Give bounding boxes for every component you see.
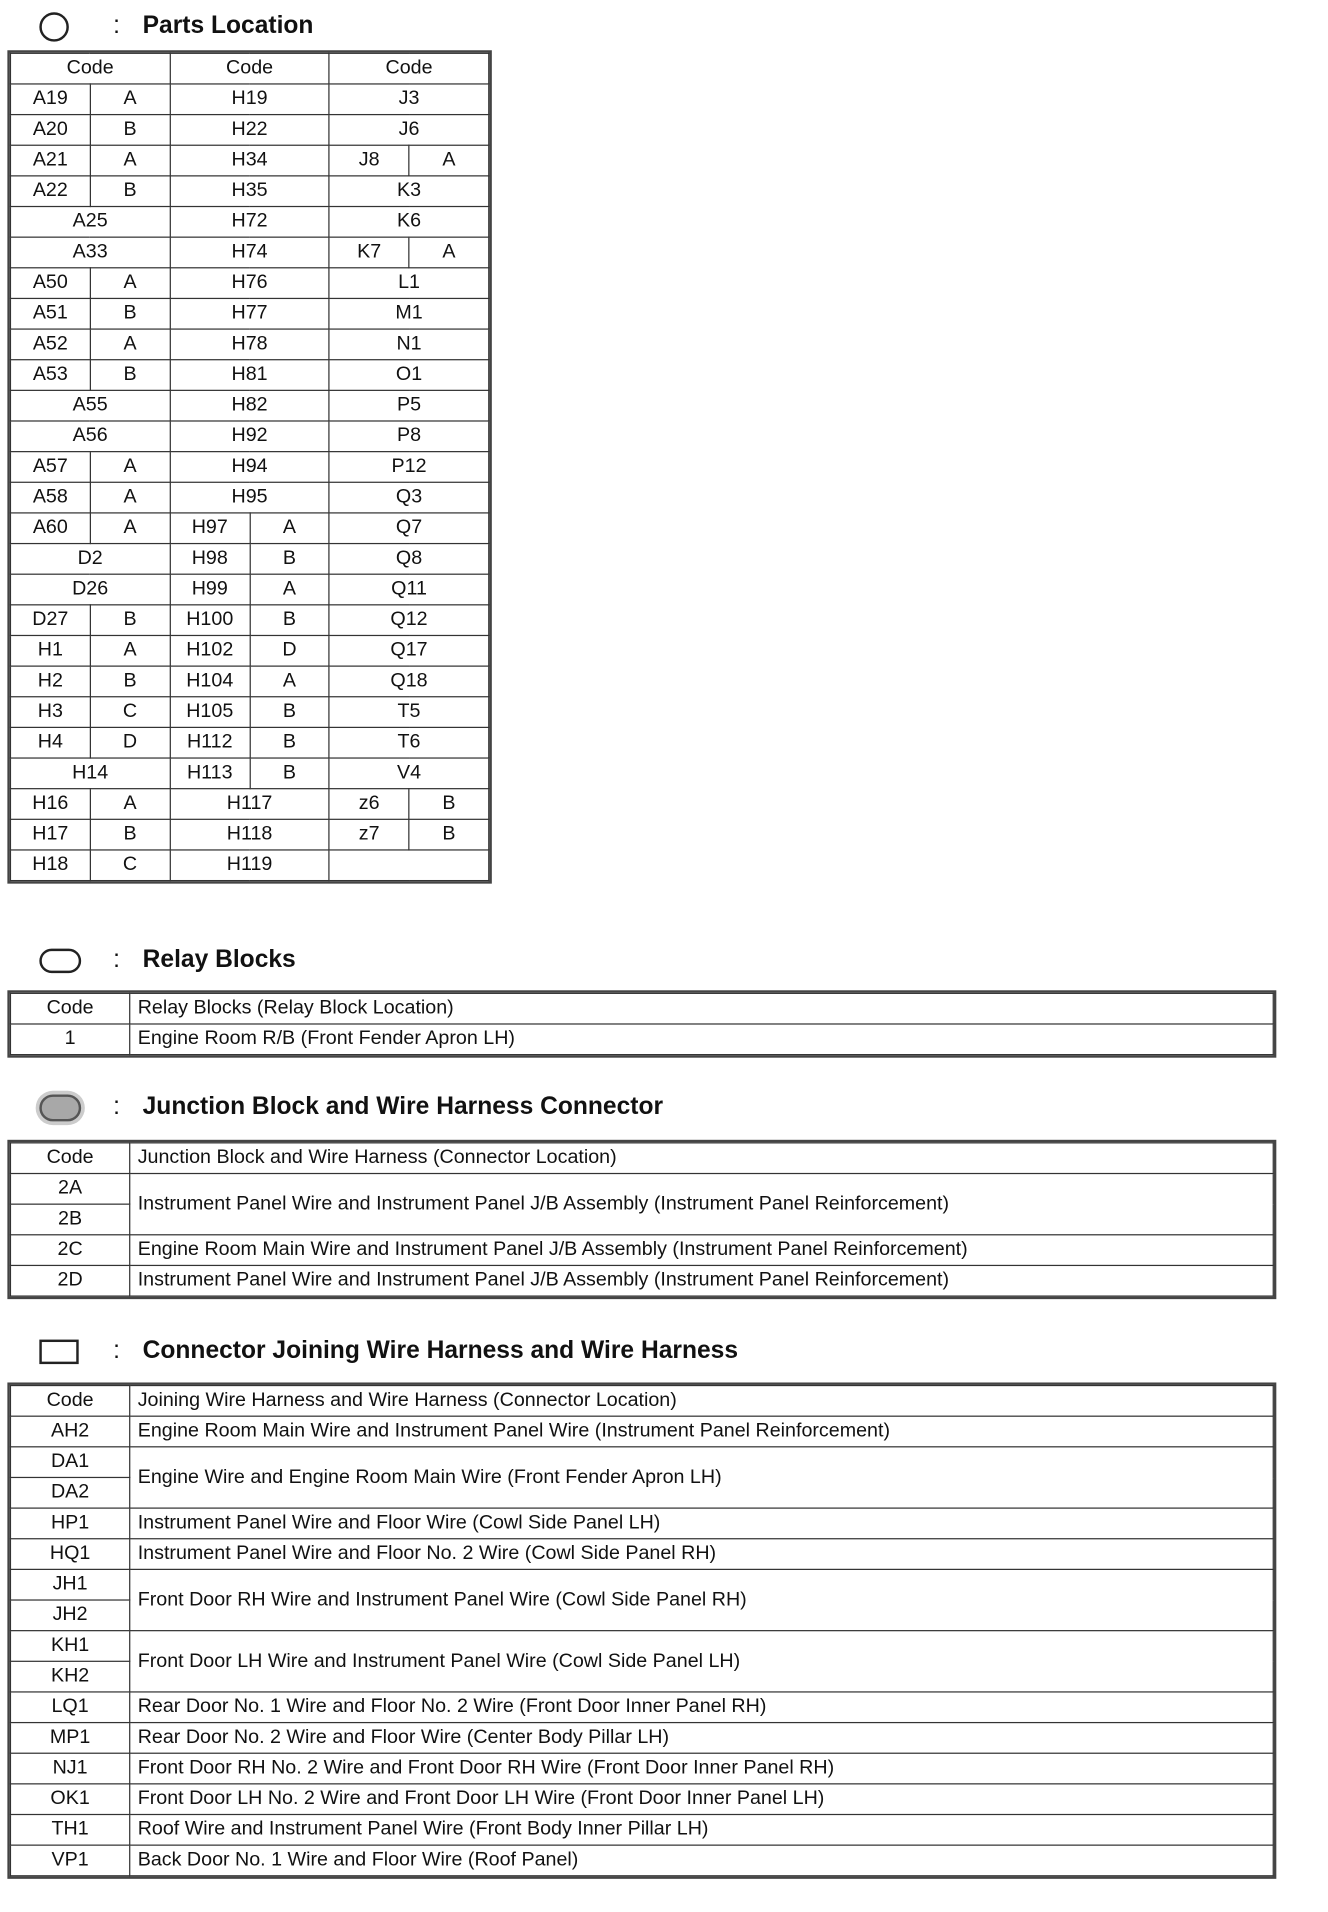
- connector-location: Engine Wire and Engine Room Main Wire (Front Fender Apron LH): [130, 1447, 1274, 1508]
- part-code: O1: [329, 360, 488, 391]
- part-code: A56: [10, 421, 169, 452]
- table-row: [10, 1723, 1273, 1754]
- junction-blocks-heading: [0, 1091, 984, 1128]
- part-code: M1: [329, 298, 488, 329]
- connector-code: MP1: [10, 1723, 129, 1754]
- connector-code: HQ1: [10, 1539, 129, 1570]
- table-row: [10, 237, 488, 268]
- code-header: Code: [10, 1386, 129, 1417]
- table-row: [10, 819, 488, 850]
- part-code: H22: [170, 115, 329, 146]
- gray-oval-icon: [39, 1094, 81, 1121]
- part-code: A58: [10, 482, 90, 513]
- part-code: Q11: [329, 574, 488, 605]
- heading-colon: :: [113, 12, 120, 40]
- connector-variant: C: [90, 850, 170, 881]
- parts-location-heading: [0, 10, 984, 47]
- table-row: [10, 1539, 1273, 1570]
- table-row: [10, 1631, 1273, 1662]
- connector-variant: B: [90, 666, 170, 697]
- table-row: [10, 268, 488, 299]
- part-code: A25: [10, 207, 169, 238]
- part-code: H119: [170, 850, 329, 881]
- connector-variant: B: [250, 605, 330, 636]
- joining-connectors-table: [10, 1385, 1274, 1876]
- connector-location: Rear Door No. 1 Wire and Floor No. 2 Wire (Front Door Inner Panel RH): [130, 1692, 1274, 1723]
- connector-code: AH2: [10, 1416, 129, 1447]
- heading-colon: :: [113, 946, 120, 974]
- part-code: A20: [10, 115, 90, 146]
- part-code: H3: [10, 697, 90, 728]
- connector-variant: B: [90, 298, 170, 329]
- part-code: H92: [170, 421, 329, 452]
- connector-code: 2A: [10, 1174, 129, 1205]
- table-row: [10, 176, 488, 207]
- part-code: P5: [329, 390, 488, 421]
- heading-colon: :: [113, 1093, 120, 1121]
- connector-code: LQ1: [10, 1692, 129, 1723]
- table-row: [10, 697, 488, 728]
- connector-location: Roof Wire and Instrument Panel Wire (Front Body Inner Pillar LH): [130, 1815, 1274, 1846]
- part-code: H95: [170, 482, 329, 513]
- table-row: [10, 1508, 1273, 1539]
- connector-variant: B: [250, 544, 330, 575]
- part-code: A33: [10, 237, 169, 268]
- part-code: A50: [10, 268, 90, 299]
- table-row: [10, 1815, 1273, 1846]
- table-row: [10, 452, 488, 483]
- table-row: [10, 1692, 1273, 1723]
- section-title: Relay Blocks: [142, 946, 296, 974]
- connector-location: Front Door RH No. 2 Wire and Front Door RH Wire (Front Door Inner Panel RH): [130, 1753, 1274, 1784]
- connector-variant: A: [90, 268, 170, 299]
- table-row: [10, 635, 488, 666]
- part-code: z7: [329, 819, 409, 850]
- connector-code: HP1: [10, 1508, 129, 1539]
- part-code: z6: [329, 789, 409, 820]
- part-code: K3: [329, 176, 488, 207]
- part-code: H97: [170, 513, 250, 544]
- part-code: Q8: [329, 544, 488, 575]
- header-row: [10, 993, 1273, 1024]
- part-code: J8: [329, 145, 409, 176]
- connector-variant: B: [90, 115, 170, 146]
- table-row: [10, 390, 488, 421]
- connector-code: 2B: [10, 1204, 129, 1235]
- part-code: H102: [170, 635, 250, 666]
- circle-icon: [39, 12, 69, 41]
- junction-blocks-table: [10, 1142, 1274, 1296]
- part-code: D2: [10, 544, 169, 575]
- table-row: [10, 758, 488, 789]
- connector-variant: A: [250, 513, 330, 544]
- table-row: [10, 1845, 1273, 1876]
- connector-code: OK1: [10, 1784, 129, 1815]
- connector-location: Engine Room Main Wire and Instrument Panel J/B Assembly (Instrument Panel Reinforcement): [130, 1235, 1274, 1266]
- part-code: P12: [329, 452, 488, 483]
- connector-location: Instrument Panel Wire and Floor Wire (Cowl Side Panel LH): [130, 1508, 1274, 1539]
- connector-variant: A: [409, 237, 489, 268]
- column-header: Code: [10, 53, 169, 84]
- part-code: H105: [170, 697, 250, 728]
- part-code: H100: [170, 605, 250, 636]
- connector-location: Engine Room R/B (Front Fender Apron LH): [130, 1024, 1274, 1055]
- part-code: H118: [170, 819, 329, 850]
- table-row: [10, 727, 488, 758]
- connector-code: KH1: [10, 1631, 129, 1662]
- connector-code: 2C: [10, 1235, 129, 1266]
- code-header: Code: [10, 993, 129, 1024]
- oval-icon: [39, 949, 81, 974]
- part-code: Q7: [329, 513, 488, 544]
- section-title: Connector Joining Wire Harness and Wire Harness: [142, 1337, 739, 1365]
- table-row: [10, 1569, 1273, 1600]
- table-row: [10, 329, 488, 360]
- part-code: H81: [170, 360, 329, 391]
- part-code: D26: [10, 574, 169, 605]
- table-row: [10, 605, 488, 636]
- connector-code: NJ1: [10, 1753, 129, 1784]
- description-header: Joining Wire Harness and Wire Harness (Connector Location): [130, 1386, 1274, 1417]
- part-code: H1: [10, 635, 90, 666]
- connector-variant: B: [250, 758, 330, 789]
- parts-location-table: [10, 53, 490, 882]
- part-code: D27: [10, 605, 90, 636]
- table-row: [10, 145, 488, 176]
- connector-code: JH1: [10, 1569, 129, 1600]
- table-row: [10, 298, 488, 329]
- connector-variant: A: [90, 452, 170, 483]
- table-row: [10, 544, 488, 575]
- connector-variant: A: [90, 145, 170, 176]
- part-code: H35: [170, 176, 329, 207]
- part-code: A60: [10, 513, 90, 544]
- table-row: [10, 666, 488, 697]
- part-code: J6: [329, 115, 488, 146]
- connector-code: VP1: [10, 1845, 129, 1876]
- part-code: H19: [170, 84, 329, 115]
- table-row: [10, 421, 488, 452]
- part-code: H98: [170, 544, 250, 575]
- connector-variant: A: [409, 145, 489, 176]
- connector-location: Instrument Panel Wire and Instrument Panel J/B Assembly (Instrument Panel Reinforcement): [130, 1174, 1274, 1235]
- connector-code: KH2: [10, 1661, 129, 1692]
- part-code: P8: [329, 421, 488, 452]
- part-code: H77: [170, 298, 329, 329]
- connector-location: Engine Room Main Wire and Instrument Panel Wire (Instrument Panel Reinforcement): [130, 1416, 1274, 1447]
- part-code: H16: [10, 789, 90, 820]
- part-code: H74: [170, 237, 329, 268]
- part-code: H82: [170, 390, 329, 421]
- table-row: [10, 360, 488, 391]
- table-row: [10, 1235, 1273, 1266]
- connector-variant: A: [90, 482, 170, 513]
- part-code: K7: [329, 237, 409, 268]
- part-code: K6: [329, 207, 488, 238]
- part-code: V4: [329, 758, 488, 789]
- part-code: H117: [170, 789, 329, 820]
- connector-variant: D: [250, 635, 330, 666]
- part-code: Q3: [329, 482, 488, 513]
- connector-variant: B: [250, 727, 330, 758]
- part-code: T6: [329, 727, 488, 758]
- column-header: Code: [170, 53, 329, 84]
- connector-variant: A: [90, 513, 170, 544]
- part-code: H76: [170, 268, 329, 299]
- part-code: A55: [10, 390, 169, 421]
- connector-variant: A: [90, 635, 170, 666]
- part-code: A21: [10, 145, 90, 176]
- joining-connectors-heading: [0, 1335, 984, 1372]
- connector-code: 2D: [10, 1265, 129, 1296]
- header-row: [10, 1386, 1273, 1417]
- description-header: Junction Block and Wire Harness (Connector Location): [130, 1143, 1274, 1174]
- part-code: A51: [10, 298, 90, 329]
- table-row: [10, 1174, 1273, 1205]
- part-code: A52: [10, 329, 90, 360]
- part-code: A19: [10, 84, 90, 115]
- table-row: [10, 84, 488, 115]
- table-row: [10, 1753, 1273, 1784]
- connector-location: Front Door RH Wire and Instrument Panel Wire (Cowl Side Panel RH): [130, 1569, 1274, 1630]
- connector-code: TH1: [10, 1815, 129, 1846]
- connector-variant: B: [250, 697, 330, 728]
- part-code: H17: [10, 819, 90, 850]
- connector-code: JH2: [10, 1600, 129, 1631]
- part-code: H104: [170, 666, 250, 697]
- part-code: H78: [170, 329, 329, 360]
- part-code: A53: [10, 360, 90, 391]
- table-row: [10, 1784, 1273, 1815]
- connector-variant: B: [90, 605, 170, 636]
- connector-location: Instrument Panel Wire and Floor No. 2 Wire (Cowl Side Panel RH): [130, 1539, 1274, 1570]
- table-row: [10, 1265, 1273, 1296]
- part-code: J3: [329, 84, 488, 115]
- code-header: Code: [10, 1143, 129, 1174]
- connector-variant: A: [90, 789, 170, 820]
- relay-blocks-heading: [0, 944, 984, 981]
- connector-location: Front Door LH Wire and Instrument Panel Wire (Cowl Side Panel LH): [130, 1631, 1274, 1692]
- part-code: H72: [170, 207, 329, 238]
- part-code: H113: [170, 758, 250, 789]
- table-row: [10, 789, 488, 820]
- part-code: H99: [170, 574, 250, 605]
- table-row: [10, 1024, 1273, 1055]
- heading-colon: :: [113, 1337, 120, 1365]
- connector-location: Front Door LH No. 2 Wire and Front Door LH Wire (Front Door Inner Panel LH): [130, 1784, 1274, 1815]
- header-row: [10, 53, 488, 84]
- relay-blocks-table: [10, 993, 1274, 1056]
- part-code: H34: [170, 145, 329, 176]
- connector-variant: D: [90, 727, 170, 758]
- header-row: [10, 1143, 1273, 1174]
- connector-variant: B: [90, 176, 170, 207]
- description-header: Relay Blocks (Relay Block Location): [130, 993, 1274, 1024]
- connector-variant: A: [90, 329, 170, 360]
- connector-variant: B: [90, 360, 170, 391]
- connector-location: Rear Door No. 2 Wire and Floor Wire (Center Body Pillar LH): [130, 1723, 1274, 1754]
- table-row: [10, 482, 488, 513]
- connector-variant: A: [250, 666, 330, 697]
- connector-code: DA2: [10, 1477, 129, 1508]
- section-title: Parts Location: [142, 12, 314, 40]
- part-code: H94: [170, 452, 329, 483]
- part-code: Q17: [329, 635, 488, 666]
- connector-variant: C: [90, 697, 170, 728]
- table-row: [10, 115, 488, 146]
- table-row: [10, 513, 488, 544]
- column-header: Code: [329, 53, 488, 84]
- part-code: H2: [10, 666, 90, 697]
- connector-location: Instrument Panel Wire and Instrument Panel J/B Assembly (Instrument Panel Reinforcement): [130, 1265, 1274, 1296]
- connector-variant: B: [90, 819, 170, 850]
- part-code: A57: [10, 452, 90, 483]
- part-code: H14: [10, 758, 169, 789]
- part-code: Q18: [329, 666, 488, 697]
- connector-location: Back Door No. 1 Wire and Floor Wire (Roof Panel): [130, 1845, 1274, 1876]
- part-code: T5: [329, 697, 488, 728]
- rectangle-icon: [39, 1340, 78, 1365]
- part-code: Q12: [329, 605, 488, 636]
- connector-variant: A: [90, 84, 170, 115]
- connector-code: 1: [10, 1024, 129, 1055]
- connector-variant: B: [409, 819, 489, 850]
- part-code: A22: [10, 176, 90, 207]
- connector-variant: A: [250, 574, 330, 605]
- table-row: [10, 1447, 1273, 1478]
- part-code: H4: [10, 727, 90, 758]
- part-code: L1: [329, 268, 488, 299]
- table-row: [10, 1416, 1273, 1447]
- part-code: N1: [329, 329, 488, 360]
- connector-code: DA1: [10, 1447, 129, 1478]
- table-row: [10, 850, 488, 881]
- table-row: [10, 574, 488, 605]
- part-code: H112: [170, 727, 250, 758]
- table-row: [10, 207, 488, 238]
- connector-variant: B: [409, 789, 489, 820]
- section-title: Junction Block and Wire Harness Connector: [142, 1093, 664, 1121]
- part-code: [329, 850, 488, 881]
- part-code: H18: [10, 850, 90, 881]
